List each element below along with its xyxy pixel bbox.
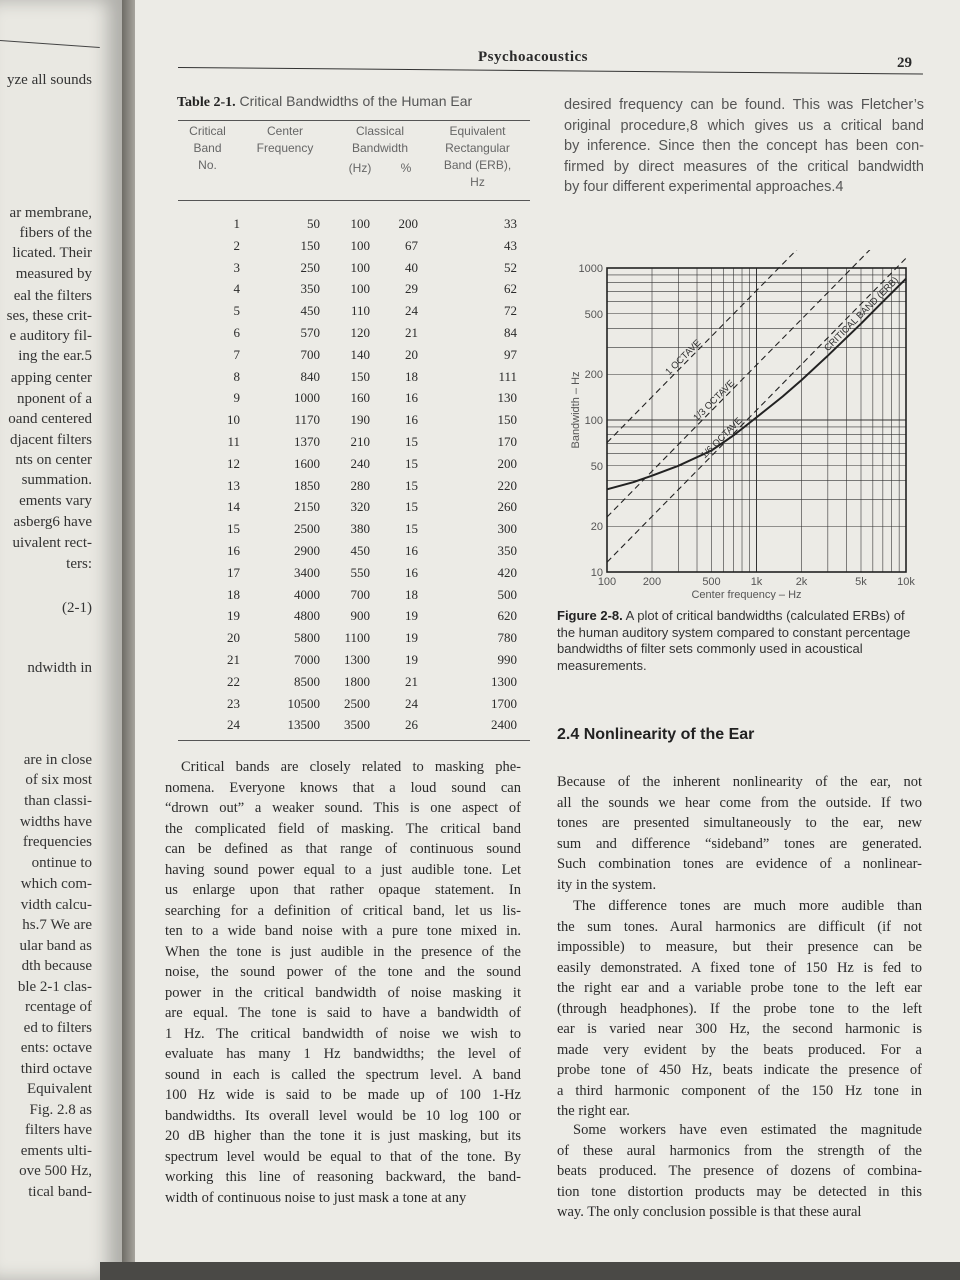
cell-center: 250 (300, 259, 320, 275)
left-page-line: ents: octave (20, 1040, 92, 1056)
left-page-line: ed to filters (23, 1020, 92, 1036)
left-page-line: ements ulti- (20, 1143, 92, 1159)
x-tick-label: 200 (642, 576, 662, 588)
cell-hz: 120 (350, 325, 370, 340)
cell-band: 8 (233, 368, 240, 384)
text-line: tones are presented simultaneously to the ear, new (557, 815, 922, 831)
text-line: 1 Hz. The critical bandwidth of noise we wish to (165, 1025, 521, 1042)
cell-erb: 72 (504, 303, 517, 319)
left-page-line: which com- (20, 876, 92, 892)
table-row (180, 696, 520, 718)
table-row (180, 456, 520, 478)
cell-band: 24 (227, 717, 240, 733)
left-page-line: (2-1) (62, 600, 92, 616)
left-page-line: eal the filters (13, 288, 92, 304)
cell-erb: 43 (504, 237, 517, 253)
table-top-rule (178, 120, 530, 121)
table-row (180, 369, 520, 391)
figure-caption (557, 608, 923, 674)
text-line: (through headphones). If the probe tone to the left (557, 1000, 922, 1017)
cell-erb: 130 (497, 390, 517, 406)
table-row (180, 478, 520, 500)
cell-erb: 350 (497, 543, 517, 558)
left-page-line: widths have (19, 814, 92, 830)
cell-hz: 190 (350, 412, 370, 428)
y-tick-label: 10 (590, 567, 603, 579)
y-axis-label: Bandwidth – Hz (570, 371, 582, 449)
cell-center: 3400 (294, 564, 320, 580)
left-page-line: summation. (21, 472, 92, 488)
cell-erb: 260 (497, 499, 517, 515)
cell-pct: 15 (405, 499, 418, 515)
left-page-line: uivalent rect- (12, 535, 92, 551)
cell-hz: 210 (350, 434, 370, 449)
text-line: evaluate has many 1 Hz bandwidths; the level of (165, 1046, 521, 1062)
cell-hz: 1800 (344, 673, 370, 689)
text-line: width of continuous noise to just mask a tone at any (165, 1189, 467, 1206)
left-page-line: Fig. 2.8 as (29, 1102, 92, 1118)
cell-center: 450 (300, 303, 320, 319)
left-column-paragraph (165, 757, 521, 1208)
cell-hz: 550 (350, 564, 370, 580)
cell-center: 1170 (294, 412, 320, 428)
table-row (180, 216, 520, 238)
text-line: by four different experimental approaches.4 (564, 179, 844, 195)
table-header-center: Center Frequency (256, 124, 314, 155)
table-row (180, 587, 520, 609)
cell-erb: 780 (497, 630, 517, 646)
text-line: original procedure,8 which gives us a critical band (564, 117, 924, 134)
cell-erb: 62 (504, 281, 517, 297)
cell-pct: 16 (405, 564, 418, 580)
cell-band: 22 (227, 673, 240, 689)
text-line: probe tone of 450 Hz, beats indicate the presence of (557, 1062, 922, 1078)
table-header-rule (178, 200, 530, 201)
cell-pct: 24 (405, 303, 418, 319)
table-row (180, 608, 520, 630)
text-line: tion tone distortion products may be detected in this (557, 1183, 922, 1200)
cell-center: 1370 (294, 434, 320, 449)
cell-band: 23 (227, 695, 240, 711)
left-page-line: oand centered (8, 411, 92, 427)
left-page-line: nponent of a (17, 391, 92, 407)
text-line: easily demonstrated. A fixed tone of 150 Hz is fed to (557, 959, 922, 976)
facing-left-page (0, 0, 122, 1280)
cell-center: 1000 (294, 390, 320, 406)
text-line: desired frequency can be found. This was Fletcher’s (564, 97, 924, 113)
cell-hz: 140 (350, 346, 370, 362)
left-page-line: third octave (20, 1061, 92, 1077)
table-row (180, 717, 520, 739)
text-line: the right ear and a variable probe tone to the left ear (557, 980, 922, 996)
cell-erb: 220 (497, 477, 517, 493)
table-caption-label: Table 2-1. (177, 95, 236, 110)
cell-center: 350 (300, 281, 320, 297)
text-line: sound in each is called the spectrum level. A band (165, 1066, 521, 1083)
cell-hz: 3500 (344, 717, 370, 733)
text-line: searching for a definition of critical band, let us lis- (165, 902, 521, 919)
cell-band: 3 (233, 259, 240, 275)
cell-band: 20 (227, 630, 240, 646)
text-line: the complicated field of masking. The critical band (165, 820, 521, 837)
cell-hz: 2500 (344, 695, 370, 711)
left-page-line: dth because (21, 958, 92, 974)
x-tick-label: 500 (702, 576, 721, 588)
cell-erb: 33 (504, 216, 517, 231)
table-row (180, 543, 520, 565)
cell-band: 18 (227, 586, 240, 602)
x-tick-label: 2k (795, 576, 808, 588)
table-row (180, 325, 520, 347)
text-line: made very evident by the beats produced. For a (557, 1041, 922, 1058)
text-line: 20 dB higher than the tone it is just masking, but its (165, 1128, 521, 1144)
cell-erb: 111 (498, 368, 517, 384)
cell-band: 15 (227, 521, 240, 537)
cell-pct: 15 (405, 477, 418, 493)
cell-erb: 300 (497, 521, 517, 537)
cell-center: 2500 (294, 521, 320, 537)
left-page-rule (0, 40, 100, 48)
x-tick-label: 10k (897, 576, 915, 588)
table-row (180, 412, 520, 434)
series-label: 1 OCTAVE (663, 337, 704, 378)
table-row (180, 260, 520, 282)
x-tick-label: 1k (750, 576, 763, 588)
cell-band: 17 (227, 564, 240, 580)
cell-pct: 15 (405, 434, 418, 449)
cell-pct: 20 (405, 346, 418, 362)
text-line: working this line of reasoning backward, the band- (165, 1169, 521, 1185)
table-header-classical: Classical Bandwidth (351, 124, 409, 155)
left-page-line: measured by (15, 266, 92, 282)
cell-pct: 15 (405, 455, 418, 471)
right-paragraph-2 (557, 896, 922, 1122)
table-row (180, 630, 520, 652)
x-axis-label: Center frequency – Hz (691, 589, 802, 600)
cell-band: 13 (227, 477, 240, 493)
left-page-line: apping center (10, 370, 92, 386)
cell-band: 14 (227, 499, 240, 515)
text-line: the sum tones. Aural harmonics are difficult (if not (557, 918, 922, 935)
left-page-line: hs.7 We are (22, 917, 92, 933)
series-label: 1/6 OCTAVE (698, 415, 745, 462)
cell-hz: 280 (350, 477, 370, 493)
table-caption (177, 93, 472, 111)
cell-band: 1 (233, 216, 240, 231)
text-line: firmed by direct measures of the critical bandwidth (564, 158, 924, 175)
cell-band: 19 (227, 608, 240, 624)
cell-pct: 18 (405, 586, 418, 602)
cell-hz: 450 (350, 543, 370, 558)
y-tick-label: 100 (584, 415, 603, 427)
right-paragraph-3 (557, 1120, 922, 1223)
cell-center: 150 (300, 237, 320, 253)
text-line: nomena. Everyone knows that a loud sound can (165, 779, 521, 796)
table-header-percent: % (400, 161, 412, 175)
cell-band: 21 (227, 652, 240, 667)
cell-pct: 16 (405, 412, 418, 428)
left-page-line: ove 500 Hz, (19, 1163, 92, 1179)
cell-center: 840 (300, 368, 320, 384)
cell-pct: 16 (405, 543, 418, 558)
text-line: impossible) to measure, but their presence can be (557, 939, 922, 955)
text-line: noise, the sound power of the tone and the sound (165, 964, 521, 980)
cell-center: 5800 (294, 630, 320, 646)
cell-erb: 150 (497, 412, 517, 428)
cell-center: 10500 (287, 695, 320, 711)
right-paragraph-1 (557, 772, 922, 895)
left-page-line: nts on center (15, 452, 92, 468)
critical-bandwidth-chart (555, 250, 925, 600)
cell-band: 16 (227, 543, 240, 558)
cell-hz: 700 (350, 586, 370, 602)
y-tick-label: 200 (584, 369, 603, 382)
cell-center: 8500 (294, 673, 320, 689)
text-line: are equal. The tone is said to have a bandwidth of (165, 1005, 521, 1021)
cell-hz: 1100 (344, 630, 370, 646)
text-line: us enlarge upon that rather opaque statement. In (165, 882, 521, 898)
table-row (180, 565, 520, 587)
cell-pct: 15 (405, 521, 418, 537)
left-page-line: djacent filters (9, 432, 92, 448)
left-page-line: e auditory fil- (9, 328, 92, 344)
text-line: all the sounds we hear come from the outside. If two (557, 794, 922, 811)
cell-hz: 380 (350, 521, 370, 537)
y-tick-label: 500 (584, 308, 603, 321)
left-page-line: licated. Their (12, 245, 92, 261)
cell-pct: 26 (405, 717, 418, 733)
cell-center: 570 (300, 325, 320, 340)
cell-erb: 620 (497, 608, 517, 624)
text-line: ten to a wide band noise with a pure tone mixed in. (165, 923, 521, 939)
left-page-line: ular band as (19, 938, 92, 954)
left-page-line: ndwidth in (27, 660, 92, 676)
cell-center: 2150 (294, 499, 320, 515)
text-line: When the tone is just audible in the presence of the (165, 943, 521, 960)
text-line: “drown out” a weaker sound. This is one aspect of (165, 800, 521, 816)
cell-band: 4 (233, 281, 240, 297)
cell-pct: 29 (405, 281, 418, 297)
text-line: having sound power equal to a just audible tone. Let (165, 861, 521, 878)
page-number: 29 (897, 55, 912, 71)
cell-band: 11 (227, 434, 240, 449)
cell-pct: 18 (405, 368, 418, 384)
cell-band: 9 (233, 390, 240, 406)
left-page-line: of six most (25, 772, 92, 788)
table-row (180, 303, 520, 325)
cell-pct: 19 (405, 630, 418, 646)
figure-caption-text: A plot of critical bandwidths (calculated ERBs) of the human auditory system compared to constant percentage bandwidths of filter sets commonly used in acoustical measurements. (557, 608, 911, 673)
cell-band: 10 (227, 412, 240, 428)
y-tick-label: 20 (590, 521, 603, 534)
left-page-line: frequencies (22, 834, 92, 850)
cell-erb: 1300 (491, 673, 517, 689)
table-row (180, 390, 520, 412)
table-row (180, 521, 520, 543)
text-line: Such combination tones are evidence of a nonlinear- (557, 856, 922, 872)
table-row (180, 347, 520, 369)
cell-center: 1600 (294, 455, 320, 471)
page-bottom-shadow (100, 1262, 960, 1280)
y-tick-label: 50 (590, 460, 603, 473)
cell-hz: 100 (350, 216, 370, 231)
cell-band: 2 (233, 237, 240, 253)
cell-hz: 240 (350, 455, 370, 471)
text-line: 100 Hz wide is said to be made up of 100 1-Hz (165, 1087, 521, 1103)
cell-erb: 97 (504, 346, 517, 362)
left-page-line: yze all sounds (7, 72, 92, 88)
text-line: of these aural harmonics from the strength of the (557, 1142, 922, 1159)
cell-hz: 100 (350, 281, 370, 297)
left-page-line: ontinue to (31, 855, 92, 871)
table-header-band: Critical Band No. (189, 124, 226, 172)
cell-hz: 160 (350, 390, 370, 406)
text-line: ity in the system. (557, 876, 657, 893)
text-line: Critical bands are closely related to masking phe- (181, 759, 521, 775)
left-page-line: ing the ear.5 (18, 348, 92, 364)
table-row (180, 674, 520, 696)
left-page-line: Equivalent (27, 1081, 92, 1097)
cell-erb: 52 (504, 259, 517, 275)
text-line: sum and difference “sideband” tones are generated. (557, 835, 922, 852)
cell-pct: 21 (405, 673, 418, 689)
cell-band: 12 (227, 455, 240, 471)
cell-pct: 24 (405, 695, 418, 711)
text-line: power in the critical bandwidth of noise masking it (165, 984, 521, 1001)
table-row (180, 652, 520, 674)
table-row (180, 434, 520, 456)
table-header-hz: (Hz) (348, 161, 372, 175)
cell-hz: 1300 (344, 652, 370, 667)
series-label: CRITICAL BAND (ERB) (822, 274, 901, 354)
left-page-line: vidth calcu- (20, 897, 92, 913)
cell-hz: 900 (350, 608, 370, 624)
text-line: a third harmonic component of the 150 Hz tone in (557, 1082, 922, 1099)
text-line: bandwidths. Its overall level would be 10 log 100 or (165, 1107, 521, 1124)
text-line: beats produced. The presence of dozens of combina- (557, 1163, 922, 1179)
text-line: spectrum level would be equal to that of the tone. By (165, 1148, 521, 1165)
cell-band: 7 (233, 346, 240, 362)
text-line: Because of the inherent nonlinearity of the ear, not (557, 774, 922, 790)
left-page-line: ble 2-1 clas- (17, 979, 92, 995)
cell-pct: 19 (405, 652, 418, 667)
left-page-line: fibers of the (19, 225, 92, 241)
cell-hz: 100 (350, 259, 370, 275)
cell-hz: 100 (350, 237, 370, 253)
cell-erb: 200 (497, 455, 517, 471)
cell-erb: 420 (497, 564, 517, 580)
left-page-line: filters have (24, 1122, 92, 1138)
cell-pct: 67 (405, 237, 418, 253)
cell-center: 700 (300, 346, 320, 362)
text-line: the right ear. (557, 1103, 630, 1119)
text-line: can be defined as that range of continuous sound (165, 841, 521, 857)
cell-center: 7000 (294, 652, 320, 667)
cell-erb: 84 (504, 325, 517, 340)
right-top-paragraph (564, 95, 924, 198)
cell-center: 4000 (294, 586, 320, 602)
table-row (180, 281, 520, 303)
cell-center: 13500 (287, 717, 320, 733)
text-line: Some workers have even estimated the magnitude (573, 1122, 922, 1138)
left-page-line: are in close (23, 752, 92, 768)
text-line: by inference. Since then the concept has been con- (564, 138, 924, 154)
table-row (180, 499, 520, 521)
table-caption-text: Critical Bandwidths of the Human Ear (239, 93, 473, 109)
cell-pct: 40 (405, 259, 418, 275)
cell-pct: 21 (405, 325, 418, 340)
left-page-line: rcentage of (24, 999, 92, 1015)
cell-center: 1850 (294, 477, 320, 493)
series-label: 1/3 OCTAVE (691, 378, 737, 424)
x-tick-label: 100 (597, 576, 617, 588)
cell-center: 2900 (294, 543, 320, 558)
text-line: ear is varied near 300 Hz, the second harmonic is (557, 1021, 922, 1037)
left-page-line: asberg6 have (13, 514, 92, 530)
left-page-line: than classi- (24, 793, 92, 809)
text-line: way. The only conclusion possible is that these aural (557, 1204, 862, 1220)
table-bottom-rule (178, 740, 530, 741)
cell-pct: 16 (405, 390, 418, 406)
cell-band: 6 (233, 325, 240, 340)
cell-erb: 500 (497, 586, 517, 602)
table-header-erb: Equivalent Rectangular Band (ERB), Hz (443, 124, 512, 189)
cell-band: 5 (233, 303, 240, 319)
cell-hz: 320 (350, 499, 370, 515)
cell-erb: 990 (497, 652, 517, 667)
text-line: The difference tones are much more audible than (573, 898, 922, 914)
running-header-title: Psychoacoustics (478, 49, 588, 65)
table-row (180, 238, 520, 260)
cell-erb: 170 (497, 434, 517, 449)
left-page-line: tical band- (28, 1184, 92, 1200)
figure-caption-label: Figure 2-8. (557, 608, 623, 623)
y-tick-label: 1000 (578, 263, 603, 275)
cell-hz: 110 (350, 303, 370, 319)
cell-pct: 19 (405, 608, 418, 624)
cell-center: 50 (307, 216, 320, 231)
cell-pct: 200 (398, 216, 418, 231)
cell-hz: 150 (350, 368, 370, 384)
cell-erb: 2400 (491, 717, 517, 733)
cell-erb: 1700 (491, 695, 517, 711)
left-page-line: ses, these crit- (6, 308, 92, 324)
left-page-line: ements vary (19, 493, 92, 509)
section-heading: 2.4 Nonlinearity of the Ear (557, 726, 755, 743)
x-tick-label: 5k (855, 576, 867, 588)
cell-center: 4800 (294, 608, 320, 624)
left-page-line: ar membrane, (9, 205, 92, 221)
left-page-line: ters: (66, 556, 92, 572)
